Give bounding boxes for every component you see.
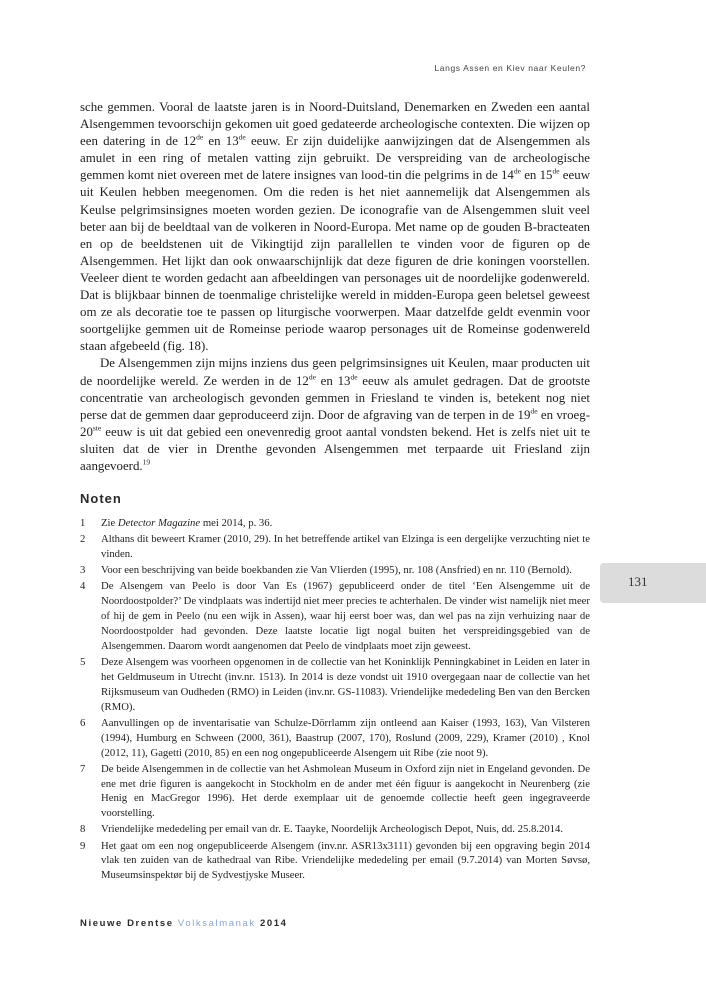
footer-publication-accent: Volksalmanak <box>177 918 256 929</box>
text-segment: eeuw. Er zijn duidelijke aanwijzingen dat de Alsengemmen als amulet in een ring of metalen vatting zijn gebruikt. De verspreiding van de archeologische gemmen komt niet overeen met de latere insignes van lood-tin die pelgrims in de 14 <box>80 134 590 183</box>
note-text: Zie <box>101 517 118 529</box>
superscript: de <box>238 132 246 142</box>
text-segment: en 15 <box>520 168 553 183</box>
note-text: Althans dit beweert Kramer (2010, 29). In het betreffende artikel van Elzinga is een dergelijke verzuchting niet te vinden. <box>101 533 590 560</box>
page-number: 131 <box>628 574 648 589</box>
note-text: Deze Alsengem was voorheen opgenomen in de collectie van het Koninklijk Penningkabinet in Leiden en later in het Geldmuseum in Utrecht (inv.nr. 1513). In 2014 is deze vondst uit 1910 overgegaan naar de collectie van het Rijksmuseum van Oudheden (RMO) in Leiden (inv.nr. GS-11083). Vriendelijke mededeling Ben van den Bercken (RMO). <box>101 655 590 713</box>
body-text <box>80 99 590 475</box>
footer-publication: Nieuwe Drentse <box>80 918 178 929</box>
note-item <box>80 822 590 837</box>
text-segment: De Alsengemmen zijn mijns inziens dus geen pelgrimsinsignes uit Keulen, maar producten uit de noordelijke wereld. Ze werden in de 12 <box>80 356 590 388</box>
footnote-reference[interactable]: 19 <box>142 457 151 467</box>
note-text: De beide Alsengemmen in de collectie van het Ashmolean Museum in Oxford zijn niet in Engeland gevonden. De ene met drie figuren is aangekocht in Stockholm en de ander met één figuur is aangekocht in Neurenberg (zie Henig en MacGregor 1996). Het derde exemplaar uit de genoemde collectie heeft geen ingegraveerde voorstelling. <box>101 762 590 820</box>
superscript: de <box>308 372 316 382</box>
note-item <box>80 655 590 715</box>
footer-year: 2014 <box>255 918 288 929</box>
superscript: de <box>196 132 204 142</box>
note-number: 3 <box>80 564 86 577</box>
superscript: ste <box>92 423 102 433</box>
note-number: 8 <box>80 823 86 836</box>
text-segment: en vroeg-20 <box>80 407 590 439</box>
paragraph-2 <box>80 355 590 475</box>
superscript: de <box>530 406 538 416</box>
text-segment: eeuw uit Keulen hebben meegenomen. Om die reden is het niet aannemelijk dat Alsengemmen als Keulse pelgrimsinsignes moeten worden gezien. De iconografie van de Alsengemmen sluit veel beter aan bij de beeldtaal van de volkeren in Noord-Europa. Met name op de gouden B-bracteaten en op de beeldstenen uit de Vikingtijd zijn parallellen te vinden voor de figuren op de Alsengemmen. Het lijkt dan ook onwaarschijnlijk dat deze figuren de drie koningen voorstellen. Veeleer dient te worden gedacht aan afbeeldingen van personages uit de noordelijke godenwereld. Dat is blijkbaar binnen de toenmalige christelijke wereld in midden-Europa geen beletsel geweest om ze als decoratie toe te passen op liturgische voorwerpen. Maar datzelfde geldt evenmin voor soortgelijke gemmen uit de Romeinse periode waarop personages uit de Romeinse godenwereld staan afgebeeld (fig. 18). <box>80 168 590 354</box>
text-segment: en 13 <box>315 373 351 388</box>
note-text: Voor een beschrijving van beide boekbanden zie Van Vlierden (1995), nr. 108 (Ansfried) en nr. 110 (Bernold). <box>101 564 572 577</box>
text-segment: eeuw is uit dat gebied een onevenredig groot aantal vondsten bekend. Het is zelfs niet uit te sluiten dat de vier in Drenthe gevonden Alsengemmen met terpaarde uit Friesland zijn aangevoerd. <box>80 424 590 473</box>
note-number: 7 <box>80 762 86 775</box>
paragraph-1 <box>80 99 590 355</box>
note-number: 1 <box>80 517 86 529</box>
text-segment: sche gemmen. Vooral de laatste jaren is in Noord-Duitsland, Denemarken en Zweden een aantal Alsengemmen tevoorschijn gekomen uit goed gedateerde archeologische contexten. Die wijzen op een datering in de 12 <box>80 100 590 149</box>
superscript: de <box>350 372 358 382</box>
note-number: 9 <box>80 839 86 852</box>
note-item <box>80 563 590 578</box>
note-item <box>80 579 590 654</box>
note-item <box>80 716 590 761</box>
note-text: De Alsengem van Peelo is door Van Es (1967) gepubliceerd onder de titel ‘Een Alsengemme uit de Noordoostpolder?’ De vindplaats was indertijd niet meer precies te achterhalen. De vinder wist namelijk niet meer of hij de gem in Peelo (nu een wijk in Assen), waar hij eerst boer was, dan wel pas na zijn verhuizing naar de Noordoostpolder had gevonden. Deze laatste locatie ligt nogal buiten het verspreidingsgebied van de Alsengemmen. Daarom wordt aangenomen dat Peelo de vindplaats moet zijn geweest. <box>101 580 590 652</box>
note-text: Het gaat om een nog ongepubliceerde Alsengem (inv.nr. ASR13x3111) gevonden bij een opgraving begin 2014 vlak ten zuiden van de kathedraal van Ribe. Vriendelijke mededeling per email (9.7.2014) van Morten Søvsø, Museumsinspektør bij de Sydvestjyske Museer. <box>101 839 590 882</box>
note-text: mei 2014, p. 36. <box>200 517 273 529</box>
note-item <box>80 839 590 884</box>
superscript: de <box>552 167 560 177</box>
note-text: Aanvullingen op de inventarisatie van Schulze-Dörrlamm zijn ontleend aan Kaiser (1993, 163), Van Vilsteren (1994), Humburg en Schween (2000, 361), Baastrup (2007, 170), Roslund (2009, 229), Kramer (2010) , Knol (2012, 11), Gagetti (2010, 85) en een nog ongepubliceerde Alsengem uit Ribe (zie noot 9). <box>101 716 590 759</box>
note-item <box>80 762 590 822</box>
note-number: 6 <box>80 716 86 729</box>
footer <box>80 918 288 929</box>
note-item <box>80 516 590 531</box>
page-number-tab <box>600 563 706 603</box>
note-number: 5 <box>80 655 86 668</box>
note-italic: Detector Magazine <box>117 517 201 529</box>
note-item <box>80 532 590 562</box>
note-number: 4 <box>80 580 86 593</box>
notes-heading: Noten <box>80 491 122 506</box>
notes-list <box>80 516 590 884</box>
superscript: de <box>513 167 521 177</box>
text-segment: en 13 <box>203 134 239 149</box>
text-segment: eeuw als amulet gedragen. Dat de grootste concentratie van archeologisch gevonden gemmen in Friesland te vinden is, betekent nog niet perse dat de gemmen daar geproduceerd zijn. Door de afgraving van de terpen in de 19 <box>80 373 590 422</box>
note-text: Vriendelijke mededeling per email van dr. E. Taayke, Noordelijk Archeologisch Depot, Nuis, dd. 25.8.2014. <box>101 823 564 836</box>
running-head: Langs Assen en Kiev naar Keulen? <box>434 63 586 73</box>
note-number: 2 <box>80 533 86 546</box>
